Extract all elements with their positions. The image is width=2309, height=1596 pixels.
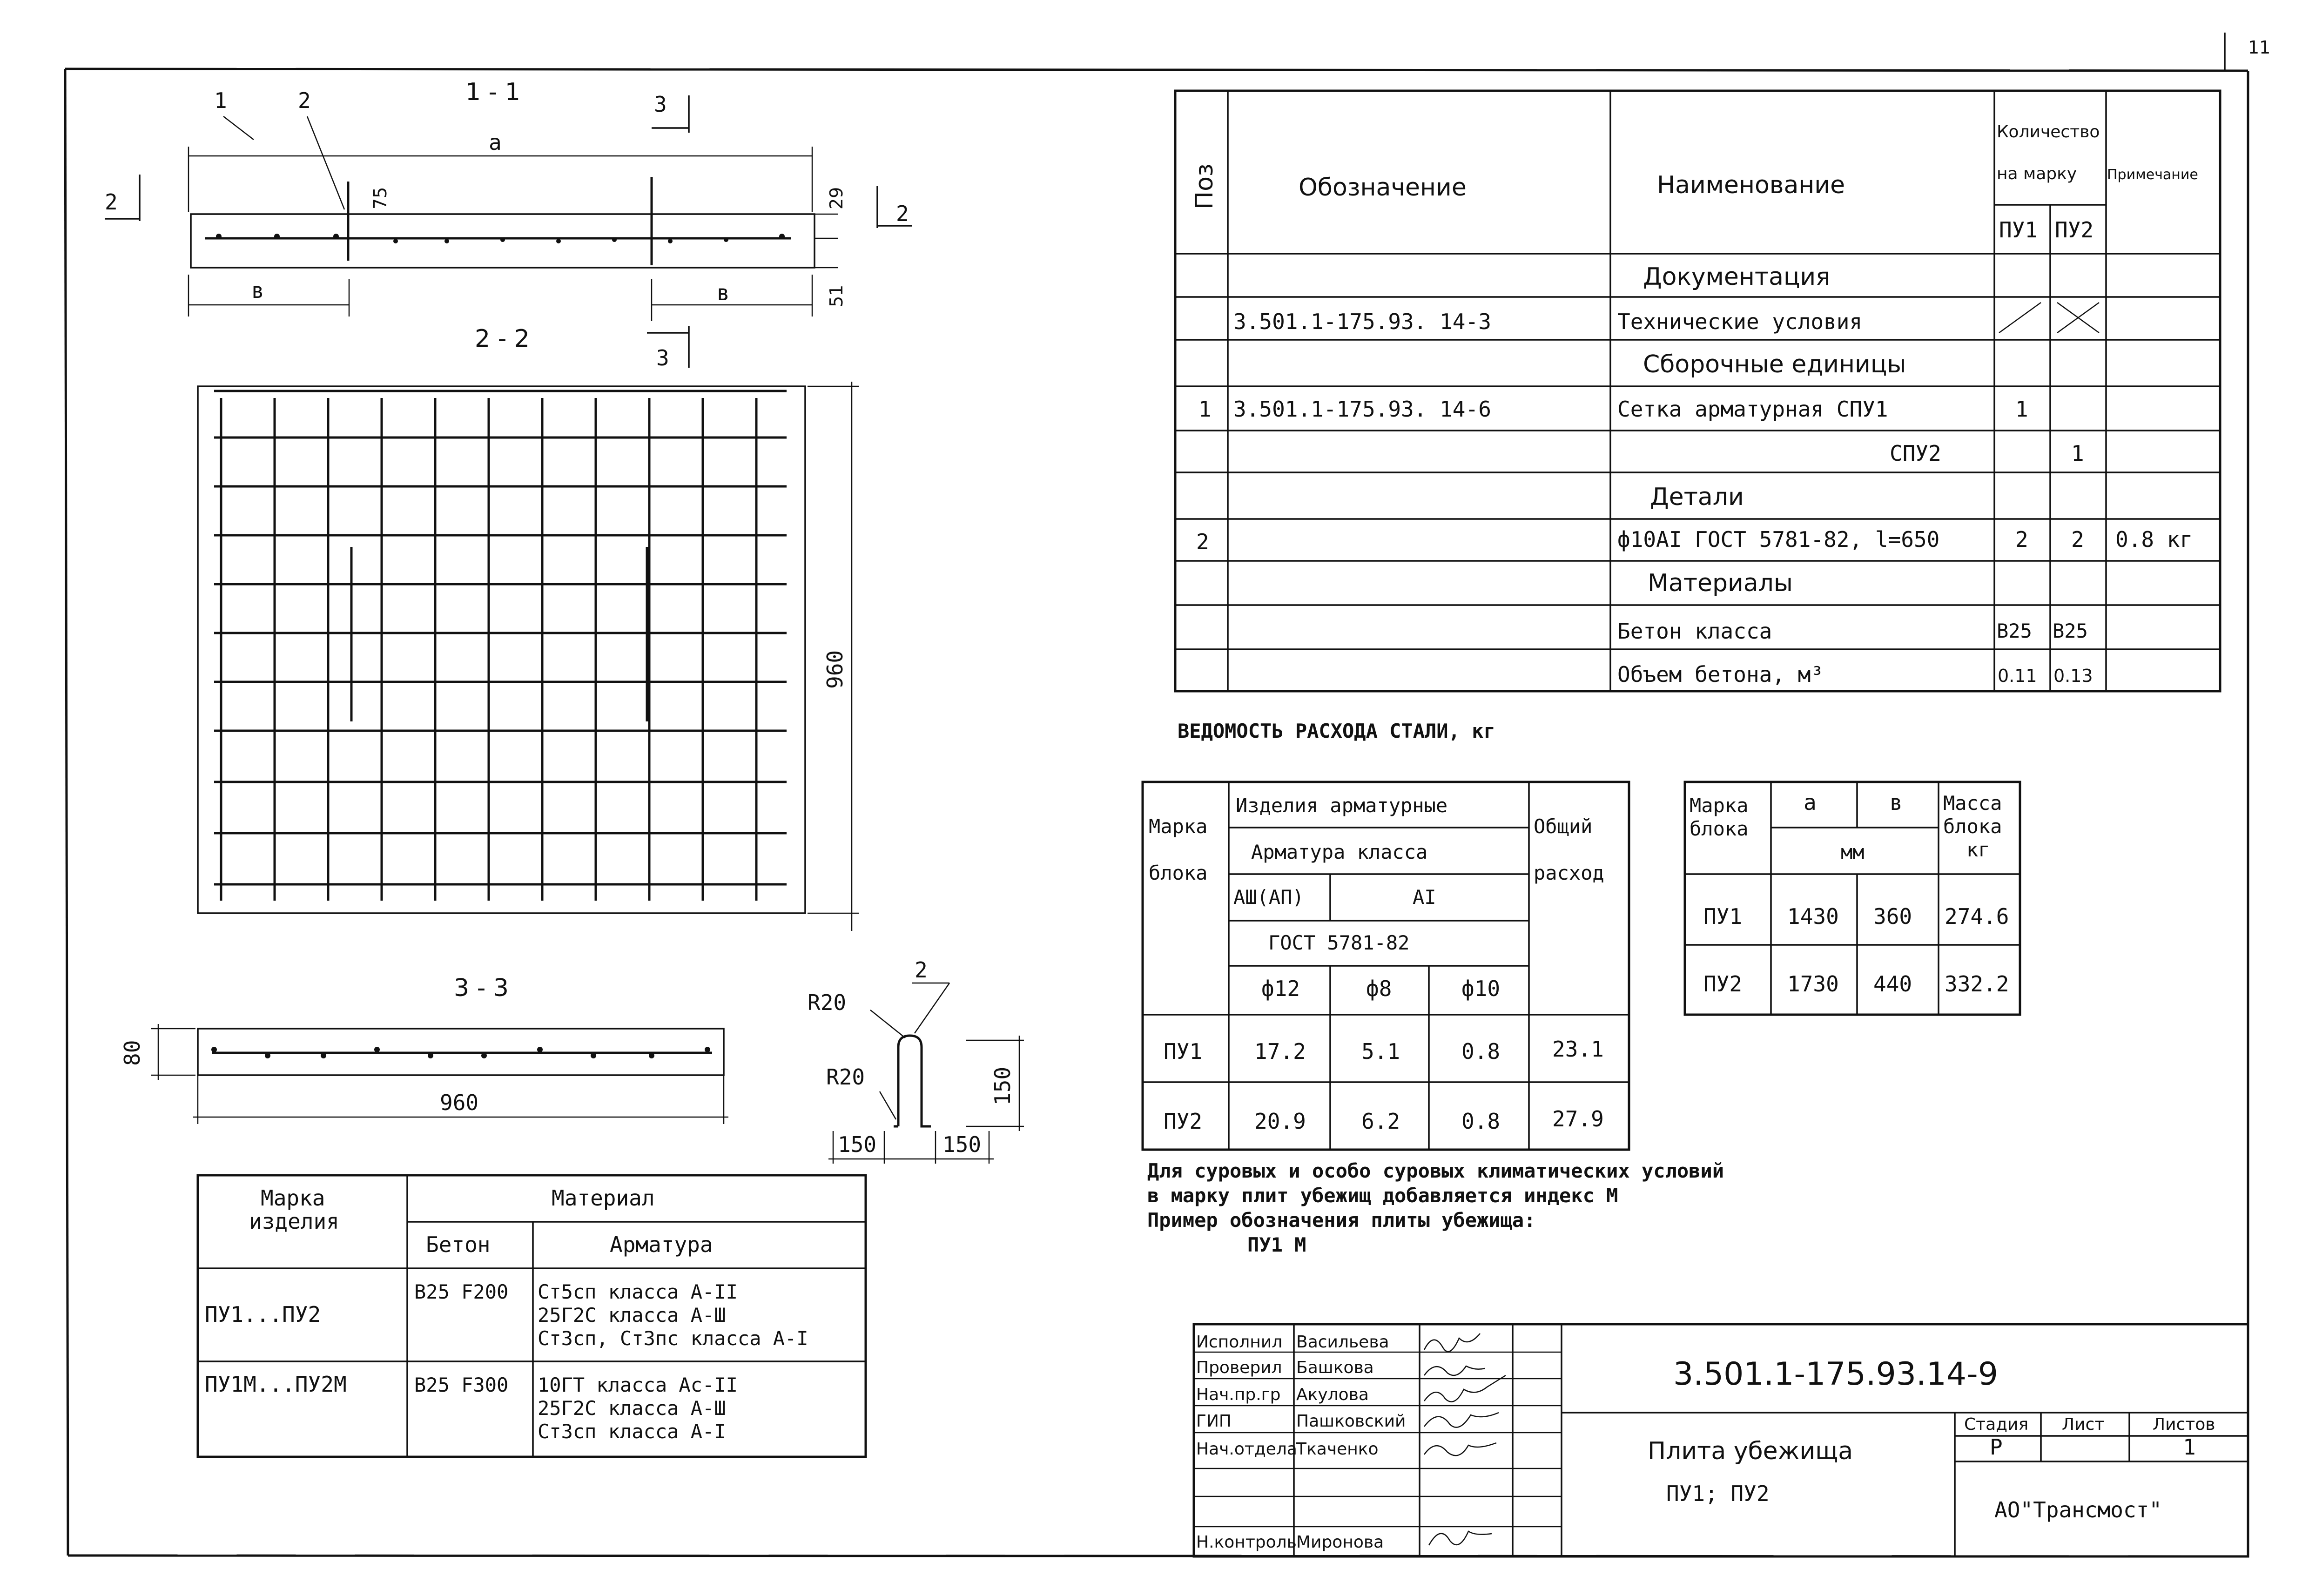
steel-row-1-d12: 17.2 xyxy=(1254,1039,1306,1064)
sheet-number: 11 xyxy=(2248,37,2271,58)
tb-role-1: Исполнил xyxy=(1196,1333,1283,1352)
tb-name-5: Ткаченко xyxy=(1296,1440,1379,1459)
materials-table xyxy=(198,1175,866,1457)
mat-h-concrete: Бетон xyxy=(426,1232,491,1257)
spec-row-4-pos: 1 xyxy=(1198,397,1212,422)
section-2-2 xyxy=(198,325,859,931)
dim-80: 80 xyxy=(120,1040,145,1066)
spec-row-7-q2: 2 xyxy=(2071,527,2084,552)
spec-header-designation: Обозначение xyxy=(1299,174,1467,202)
spec-row-3-name: Сборочные единицы xyxy=(1643,350,1906,378)
tb-sheet-header: Лист xyxy=(2062,1415,2105,1434)
dims-row-2-a: 1730 xyxy=(1787,971,1839,997)
steel-h-d10: ф10 xyxy=(1461,976,1501,1001)
pin-detail xyxy=(808,957,1024,1164)
dims-h-unit: мм xyxy=(1841,841,1865,863)
spec-header-pos: Поз xyxy=(1191,163,1218,209)
callout-2: 2 xyxy=(298,88,311,113)
section-1-1-label: 1 - 1 xyxy=(465,78,520,106)
callout-1: 1 xyxy=(214,88,227,113)
steel-row-1-mark: ПУ1 xyxy=(1164,1039,1203,1064)
callout-2-left: 2 xyxy=(105,189,118,215)
dims-h-mass-2: блока xyxy=(1943,815,2002,838)
pin-radius-top: R20 xyxy=(808,990,847,1015)
spec-header-note: Примечание xyxy=(2107,167,2198,183)
dim-b-right: в xyxy=(717,280,730,305)
mat-row-1-mark: ПУ1...ПУ2 xyxy=(205,1302,321,1327)
dims-row-1-mass: 274.6 xyxy=(1945,904,2009,929)
pin-radius-bottom: R20 xyxy=(826,1064,865,1090)
spec-row-7-pos: 2 xyxy=(1196,529,1209,554)
steel-row-1-d8: 5.1 xyxy=(1361,1039,1400,1064)
dims-h-a: а xyxy=(1804,790,1817,815)
dims-table xyxy=(1685,782,2020,1015)
tb-code: 3.501.1-175.93.14-9 xyxy=(1673,1356,1998,1393)
steel-h-a1: АI xyxy=(1413,886,1436,909)
steel-h-a3: АШ(АП) xyxy=(1233,886,1304,909)
tb-org: АО"Трансмост" xyxy=(1994,1497,2162,1522)
steel-h-mark-1: Марка xyxy=(1149,815,1208,838)
dims-h-mark-2: блока xyxy=(1690,817,1749,840)
tb-role-3: Нач.пр.гр xyxy=(1196,1385,1281,1404)
steel-h-d12: ф12 xyxy=(1261,976,1300,1001)
steel-h-total-2: расход xyxy=(1534,862,1604,884)
climate-note xyxy=(1147,1159,1724,1256)
tb-role-2: Проверил xyxy=(1196,1358,1282,1377)
steel-h-mark-2: блока xyxy=(1149,862,1208,884)
steel-h-class: Арматура класса xyxy=(1251,841,1428,863)
dims-row-2-b: 440 xyxy=(1873,971,1912,997)
dim-75: 75 xyxy=(370,187,390,209)
dim-a: a xyxy=(489,130,502,155)
note-line-4: ПУ1 М xyxy=(1247,1233,1306,1256)
dims-row-1-b: 360 xyxy=(1873,904,1912,929)
spec-row-9-q2: B25 xyxy=(2053,620,2088,642)
dim-29: 29 xyxy=(826,187,847,209)
spec-row-5-name: СПУ2 xyxy=(1890,441,1941,466)
spec-row-10-q1: 0.11 xyxy=(1998,666,2037,686)
tb-title-2: ПУ1; ПУ2 xyxy=(1666,1481,1770,1506)
title-block xyxy=(1194,1324,2248,1556)
note-line-2: в марку плит убежищ добавляется индекс М xyxy=(1147,1184,1618,1207)
steel-table xyxy=(1143,782,1629,1150)
spec-row-4-q1: 1 xyxy=(2015,397,2028,422)
dims-h-mass-1: Масса xyxy=(1943,792,2002,815)
tb-sheets: 1 xyxy=(2183,1434,2196,1460)
sheet-frame xyxy=(65,33,2270,1556)
steel-h-d8: ф8 xyxy=(1366,976,1392,1001)
callout-3-bottom: 3 xyxy=(656,345,669,370)
dims-row-1-mark: ПУ1 xyxy=(1703,904,1743,929)
steel-row-1-total: 23.1 xyxy=(1552,1037,1604,1062)
spec-row-4-des: 3.501.1-175.93. 14-6 xyxy=(1233,397,1491,422)
mat-h-mark-1: Марка xyxy=(261,1185,325,1211)
pin-callout-2: 2 xyxy=(915,957,928,983)
spec-header-pu2: ПУ2 xyxy=(2055,217,2094,242)
section-3-3 xyxy=(120,974,728,1124)
spec-row-10-name: Объем бетона, м³ xyxy=(1617,662,1824,687)
dim-960-horizontal: 960 xyxy=(440,1090,479,1115)
mat-row-1-r3: Ст3сп, Ст3пс класса А-I xyxy=(538,1327,808,1350)
dims-h-mark-1: Марка xyxy=(1690,794,1749,817)
mat-row-1-r1: Ст5сп класса А-II xyxy=(538,1280,738,1303)
spec-row-10-q2: 0.13 xyxy=(2053,666,2093,686)
section-3-3-label: 3 - 3 xyxy=(454,974,509,1002)
note-line-1: Для суровых и особо суровых климатических условий xyxy=(1147,1159,1724,1182)
steel-h-gost: ГОСТ 5781-82 xyxy=(1268,931,1410,954)
mat-h-mark-2: изделия xyxy=(249,1209,339,1234)
spec-row-2-des: 3.501.1-175.93. 14-3 xyxy=(1233,309,1491,334)
tb-sheets-header: Листов xyxy=(2153,1415,2215,1434)
spec-row-8-name: Материалы xyxy=(1648,569,1793,597)
spec-table xyxy=(1175,91,2220,691)
spec-row-9-q1: B25 xyxy=(1997,620,2032,642)
mat-row-1-r2: 25Г2С класса А-Ш xyxy=(538,1304,726,1327)
spec-row-7-name: ф10АI ГОСТ 5781-82, l=650 xyxy=(1617,527,1940,552)
spec-row-9-name: Бетон класса xyxy=(1617,619,1772,644)
signatures xyxy=(1424,1333,1506,1545)
mat-row-2-r2: 25Г2С класса А-Ш xyxy=(538,1397,726,1420)
steel-row-1-d10: 0.8 xyxy=(1461,1039,1501,1064)
tb-name-1: Васильева xyxy=(1296,1333,1389,1352)
tb-name-4: Пашковский xyxy=(1296,1412,1406,1431)
spec-row-1-name: Документация xyxy=(1643,263,1831,291)
mat-row-2-concrete: B25 F300 xyxy=(414,1374,509,1396)
dims-h-mass-3: кг xyxy=(1966,838,1990,861)
steel-h-items: Изделия арматурные xyxy=(1236,794,1448,817)
dim-51: 51 xyxy=(826,284,847,307)
tb-stage-header: Стадия xyxy=(1964,1415,2029,1434)
spec-header-qty-2: на марку xyxy=(1997,164,2077,183)
spec-row-6-name: Детали xyxy=(1650,483,1744,511)
section-2-2-label: 2 - 2 xyxy=(475,325,530,353)
mat-row-1-concrete: B25 F200 xyxy=(414,1280,509,1303)
dims-row-1-a: 1430 xyxy=(1787,904,1839,929)
steel-title: ВЕДОМОСТЬ РАСХОДА СТАЛИ, кг xyxy=(1178,720,1495,742)
dims-row-2-mass: 332.2 xyxy=(1945,971,2009,997)
steel-row-2-d10: 0.8 xyxy=(1461,1109,1501,1134)
spec-row-7-q1: 2 xyxy=(2015,527,2028,552)
callout-3-top: 3 xyxy=(654,92,667,117)
tb-title-1: Плита убежища xyxy=(1648,1437,1853,1465)
tb-name-3: Акулова xyxy=(1296,1385,1369,1404)
dims-h-b: в xyxy=(1890,790,1903,815)
spec-row-4-name: Сетка арматурная СПУ1 xyxy=(1617,397,1888,422)
spec-row-7-note: 0.8 кг xyxy=(2115,527,2193,552)
pin-dim-150-right: 150 xyxy=(942,1132,982,1157)
tb-role-5: Нач.отдела xyxy=(1196,1440,1297,1459)
steel-row-2-d8: 6.2 xyxy=(1361,1109,1400,1134)
steel-h-total-1: Общий xyxy=(1534,815,1593,838)
mat-row-2-r1: 10ГТ класса Ас-II xyxy=(538,1374,738,1396)
mat-h-rebar: Арматура xyxy=(610,1232,713,1257)
pin-dim-150-left: 150 xyxy=(838,1132,877,1157)
dim-b-left: в xyxy=(251,278,264,303)
tb-name-8: Миронова xyxy=(1296,1533,1384,1552)
tb-name-2: Башкова xyxy=(1296,1358,1374,1377)
mat-row-2-r3: Ст3сп класса А-I xyxy=(538,1420,726,1443)
mat-h-material: Материал xyxy=(552,1185,655,1211)
note-line-3: Пример обозначения плиты убежища: xyxy=(1147,1209,1536,1232)
spec-header-qty-1: Количество xyxy=(1997,122,2100,141)
tb-role-4: ГИП xyxy=(1196,1412,1232,1431)
steel-row-2-mark: ПУ2 xyxy=(1164,1109,1203,1134)
tb-role-8: Н.контроль xyxy=(1196,1533,1297,1552)
steel-row-2-d12: 20.9 xyxy=(1254,1109,1306,1134)
dim-960-vertical: 960 xyxy=(822,650,848,689)
callout-2-right: 2 xyxy=(896,201,909,226)
pin-dim-150-vertical: 150 xyxy=(990,1066,1015,1105)
spec-header-name: Наименование xyxy=(1657,171,1845,199)
mesh-grid xyxy=(214,391,787,901)
mat-row-2-mark: ПУ1М...ПУ2М xyxy=(205,1372,347,1397)
steel-row-2-total: 27.9 xyxy=(1552,1106,1604,1131)
dims-row-2-mark: ПУ2 xyxy=(1703,971,1743,997)
spec-header-pu1: ПУ1 xyxy=(1999,217,2038,242)
spec-row-2-name: Технические условия xyxy=(1617,309,1863,334)
spec-row-5-q2: 1 xyxy=(2071,441,2084,466)
tb-stage: Р xyxy=(1990,1434,2003,1460)
